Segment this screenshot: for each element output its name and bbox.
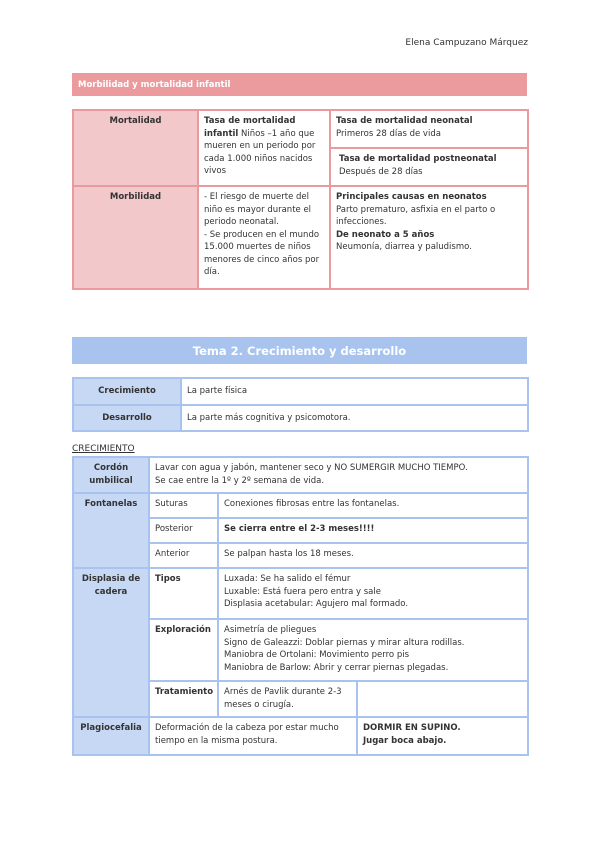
crecimiento-row-value: La parte física [181,378,528,405]
tasa-postneonatal-title: Tasa de mortalidad postneonatal [339,154,497,164]
tasa-neonatal-text: Primeros 28 días de vida [336,128,441,139]
displasia-label: Displasia de cadera [73,568,149,717]
causas-text: Parto prematuro, asfixia en el parto o infecciones. [336,204,496,227]
cordon-line-1: Lavar con agua y jabón, mantener seco y NO SUMERGIR MUCHO TIEMPO. [155,463,468,473]
exploracion-cell [218,619,528,681]
tipos-cell [218,568,528,619]
crecimiento-section-label: CRECIMIENTO [72,444,135,454]
table-row [73,717,528,755]
cordon-line-2: Se cae entre la 1º y 2º semana de vida. [155,475,325,486]
neonato-title: De neonato a 5 años [336,229,435,240]
morbilidad-mortalidad-table [72,109,529,290]
crecimiento-desarrollo-table [72,377,529,432]
fontanela-posterior-value: Se cierra entre el 2-3 meses!!!! [218,518,528,543]
table-row [73,405,528,432]
morbilidad-text-1: - El riesgo de muerte del niño es mayor durante el periodo neonatal. [204,192,312,227]
fontanela-anterior-value: Se palpan hasta los 18 meses. [218,543,528,568]
table-row [73,568,528,619]
tasa-infantil-title: Tasa de mortalidad infantil [204,116,296,139]
fontanela-suturas-value: Conexiones fibrosas entre las fontanelas. [218,493,528,518]
crecimiento-detail-table [72,456,529,756]
plagiocefalia-text: Deformación de la cabeza por estar mucho tiempo en la misma postura. [149,717,357,755]
tipo-luxada: Luxada: Se ha salido el fémur [224,574,351,584]
fontanela-anterior-name: Anterior [149,543,218,568]
tasa-infantil-cell [198,110,330,186]
morbilidad-text-cell [198,186,330,289]
exploracion-barlow: Maniobra de Barlow: Abrir y cerrar piernas plegadas. [224,662,449,673]
tasa-infantil-text: Niños –1 año que mueren en un periodo por cada 1.000 niños nacidos vivos [204,128,316,176]
fontanela-posterior-name: Posterior [149,518,218,543]
table-row [73,186,528,289]
plagiocefalia-label: Plagiocefalia [73,717,149,755]
cordon-text-cell [149,457,528,493]
tipos-label: Tipos [149,568,218,619]
exploracion-asimetria: Asimetría de pliegues [224,625,317,635]
tasa-neonatal-cell [330,110,528,148]
section-banner-morbilidad: Morbilidad y mortalidad infantil [72,73,527,96]
desarrollo-row-label: Desarrollo [73,405,181,432]
causas-cell [330,186,528,289]
plagiocefalia-note-2: Jugar boca abajo. [363,735,447,746]
tasa-neonatal-title: Tasa de mortalidad neonatal [336,116,473,126]
cordon-label: Cordón umbilical [73,457,149,493]
exploracion-label: Exploración [149,619,218,681]
mortalidad-label: Mortalidad [73,110,198,186]
exploracion-ortolani: Maniobra de Ortolani: Movimiento perro pis [224,650,410,660]
tipo-luxable: Luxable: Está fuera pero entra y sale [224,586,381,597]
section-banner-tema2: Tema 2. Crecimiento y desarrollo [72,337,527,364]
desarrollo-row-value: La parte más cognitiva y psicomotora. [181,405,528,432]
tasa-postneonatal-cell [330,148,528,186]
tipo-displasia-acetabular: Displasia acetabular: Agujero mal formado. [224,599,409,609]
tratamiento-text: Arnés de Pavlik durante 2-3 meses o cirugía. [218,681,357,717]
plagiocefalia-note-1: DORMIR EN SUPINO. [363,723,461,733]
morbilidad-text-2: - Se producen en el mundo 15.000 muertes de niños menores de cinco años por día. [204,229,320,277]
exploracion-galeazzi: Signo de Galeazzi: Doblar piernas y mirar altura rodillas. [224,637,465,648]
tratamiento-empty-cell [357,681,528,717]
fontanela-suturas-name: Suturas [149,493,218,518]
tratamiento-label: Tratamiento [149,681,218,717]
plagiocefalia-note-cell [357,717,528,755]
morbilidad-label: Morbilidad [73,186,198,289]
crecimiento-row-label: Crecimiento [73,378,181,405]
author-name: Elena Campuzano Márquez [405,38,528,48]
table-row [73,110,528,148]
fontanelas-label: Fontanelas [73,493,149,568]
tasa-postneonatal-text: Después de 28 días [339,166,423,177]
table-row [73,493,528,518]
causas-title: Principales causas en neonatos [336,192,487,202]
table-row [73,378,528,405]
table-row [73,457,528,493]
neonato-text: Neumonía, diarrea y paludismo. [336,242,472,252]
